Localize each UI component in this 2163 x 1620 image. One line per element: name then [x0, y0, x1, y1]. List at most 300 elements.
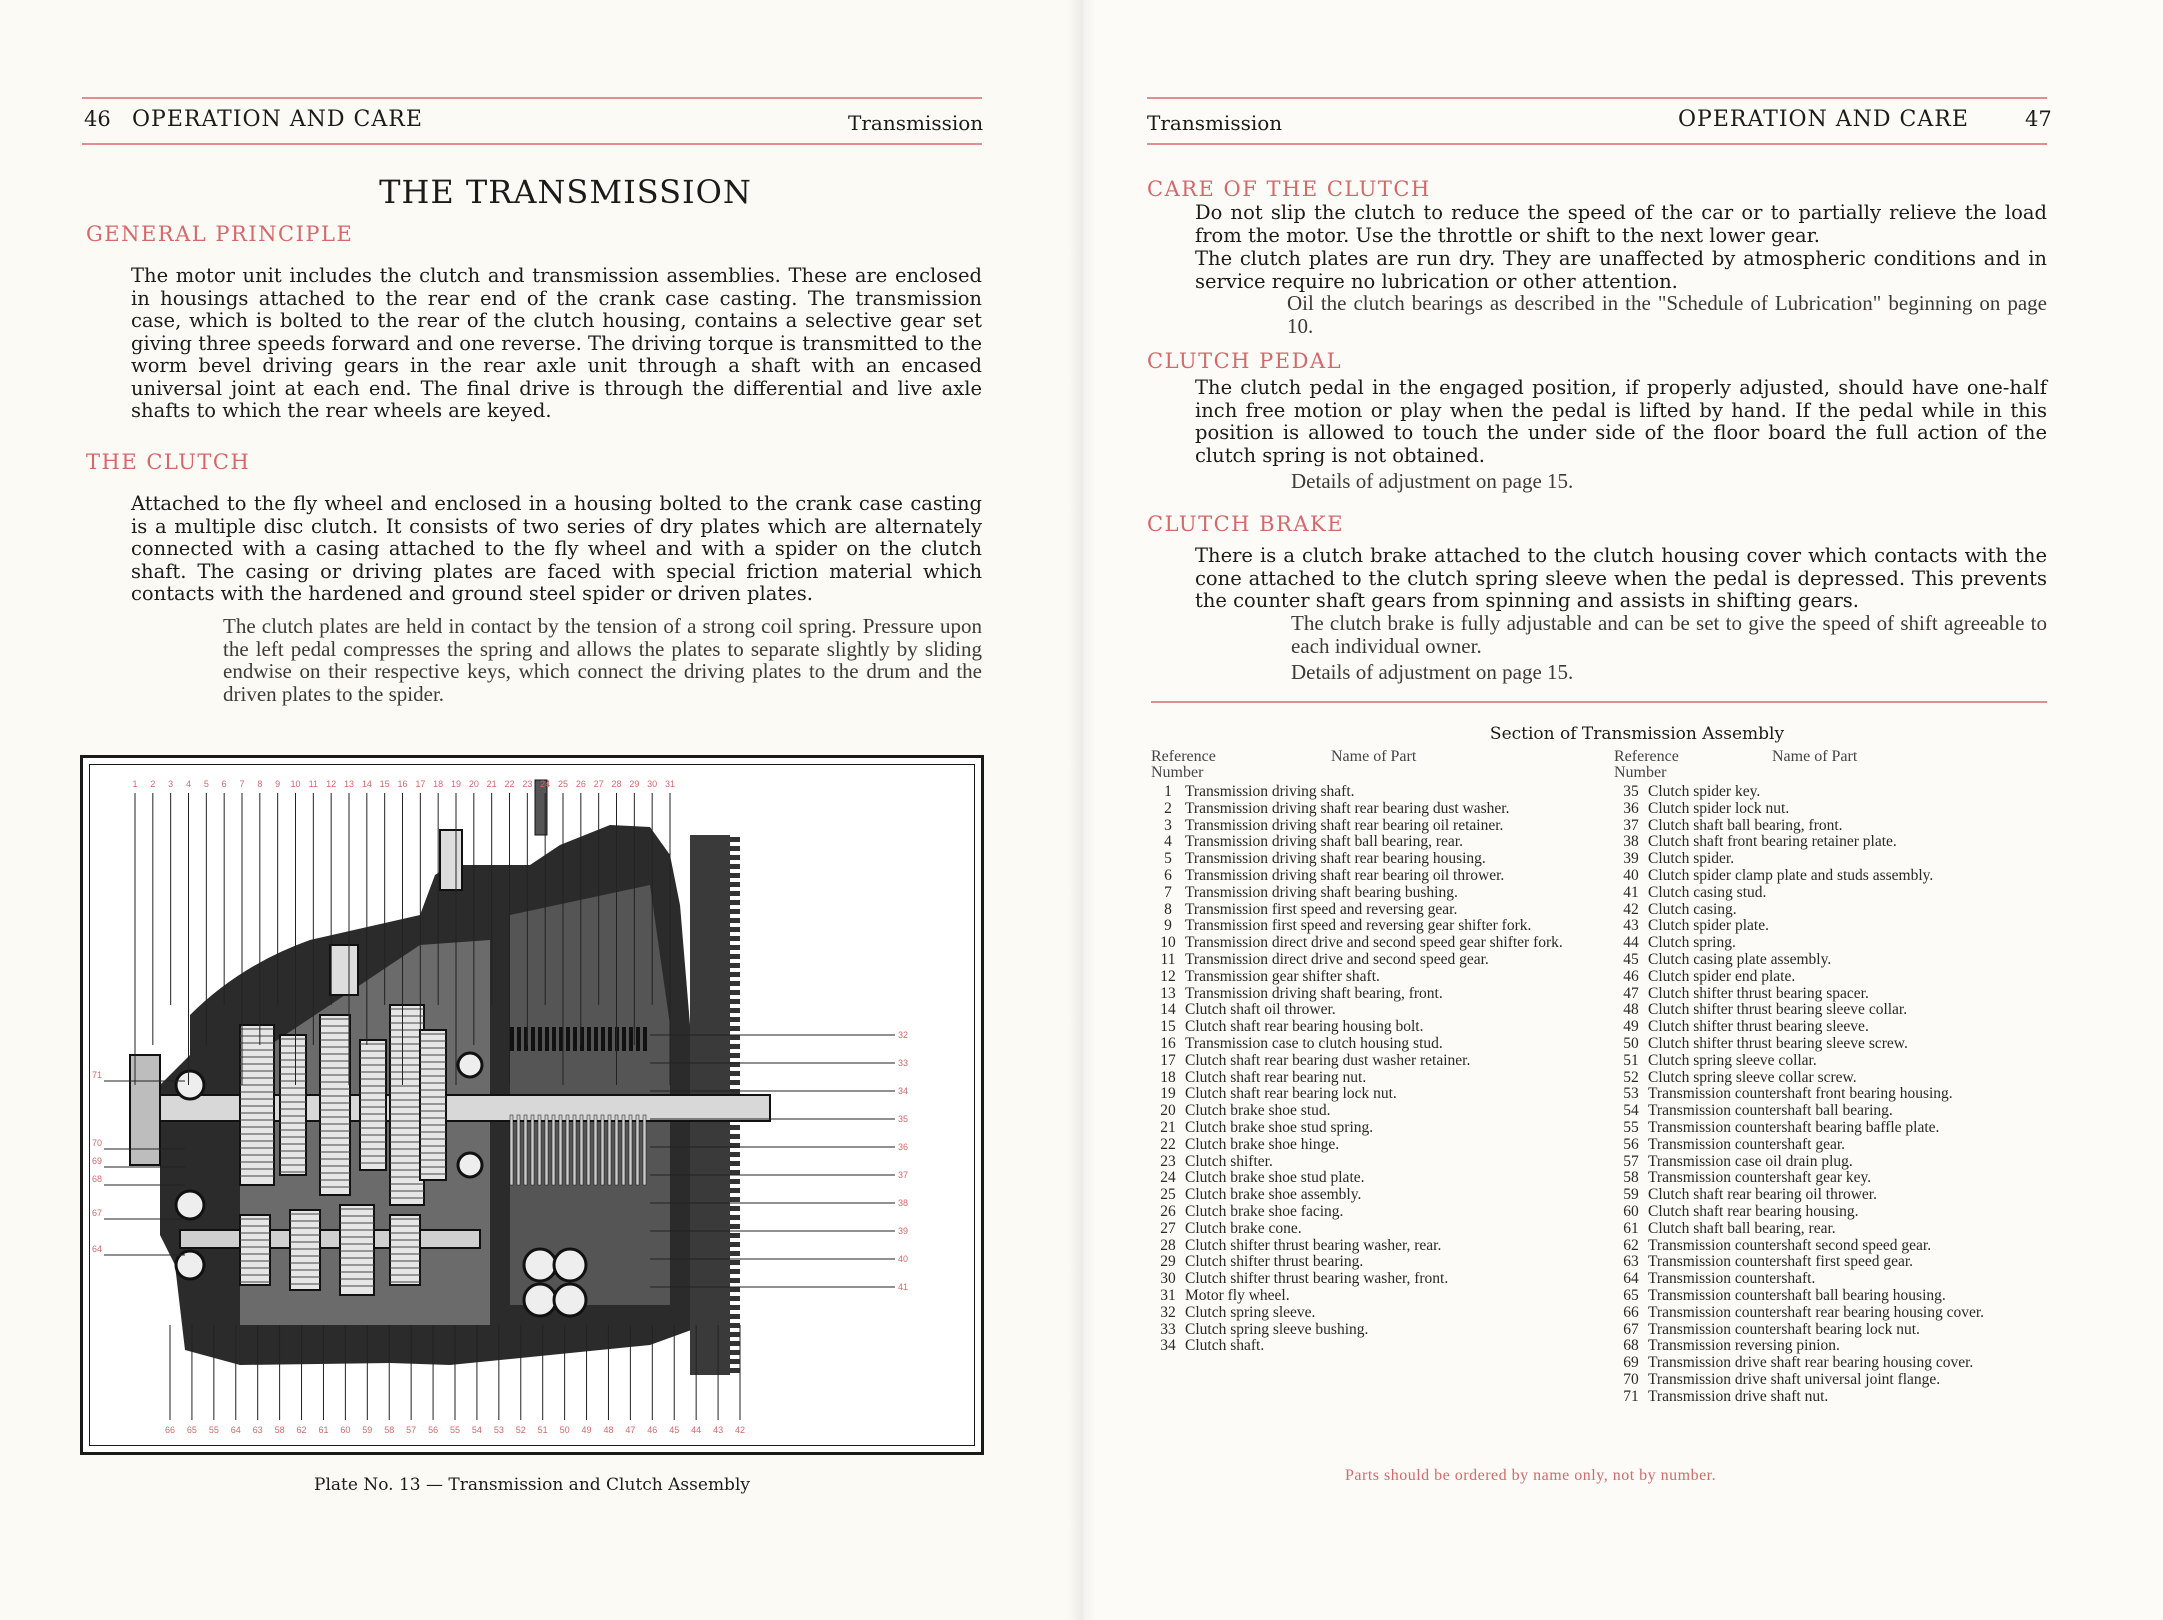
paragraph-the-clutch: Attached to the fly wheel and enclosed in a housing bolted to the crank case casting is a multiple disc clutch. It consists of two series of dry plates which are alternately connected with a casing attached to the fly wheel and with a spider on the clutch shaft. The casing or driving plates are faced with special friction material which contacts with the hardened and ground steel spider or driven plates. [131, 492, 982, 605]
part-name: Clutch shifter thrust bearing washer, front. [1185, 1270, 1449, 1288]
part-reference-number: 29 [1160, 1253, 1176, 1271]
bottom-reference-label: 66 [164, 1425, 176, 1435]
gear [360, 1040, 386, 1170]
section-heading-the-clutch: THE CLUTCH [86, 450, 251, 474]
bottom-reference-label: 42 [734, 1425, 746, 1435]
part-reference-number: 15 [1160, 1018, 1176, 1036]
part-name: Transmission direct drive and second speed gear shifter fork. [1185, 934, 1563, 952]
top-reference-label: 5 [203, 779, 209, 789]
part-name: Clutch shaft. [1185, 1337, 1265, 1355]
parts-column-header-right [1614, 748, 2054, 784]
part-name: Transmission countershaft. [1648, 1270, 1816, 1288]
part-name: Clutch shaft ball bearing, front. [1648, 816, 1843, 834]
part-name: Clutch spider. [1648, 850, 1735, 868]
col-name-label: Name of Part [1331, 748, 1417, 765]
gear-tooth [730, 1161, 740, 1166]
part-name: Clutch brake cone. [1185, 1219, 1302, 1237]
gear-tooth [730, 1044, 740, 1049]
gear-body [340, 1205, 374, 1295]
gear-tooth [730, 1071, 740, 1076]
clutch-plate [545, 1115, 548, 1185]
part-reference-number: 43 [1623, 917, 1639, 935]
part-reference-number: 35 [1623, 783, 1639, 800]
gear [390, 1215, 420, 1285]
part-name: Clutch casing stud. [1648, 883, 1767, 901]
parts-list-right [1614, 784, 2054, 1405]
part-reference-number: 2 [1164, 799, 1172, 817]
right-reference-label: 38 [898, 1198, 909, 1208]
part-reference-number: 17 [1160, 1051, 1176, 1069]
part-name: Transmission countershaft bearing lock nut. [1648, 1320, 1920, 1338]
part-reference-number: 66 [1623, 1303, 1639, 1321]
part-name: Transmission countershaft first speed gear. [1648, 1253, 1914, 1271]
part-entry [1614, 969, 2054, 986]
note-oil-clutch-bearings: Oil the clutch bearings as described in the "Schedule of Lubrication" beginning on page 10. [1287, 291, 2047, 338]
part-entry [1151, 1036, 1666, 1053]
part-entry [1151, 1154, 1666, 1171]
gear-tooth [730, 837, 740, 842]
part-entry [1614, 902, 2054, 919]
clutch-plate [587, 1115, 590, 1185]
gear-body [390, 1005, 424, 1205]
gear-body [420, 1030, 446, 1180]
gear-tooth [730, 873, 740, 878]
part-reference-number: 56 [1623, 1135, 1639, 1153]
part-name: Clutch shaft rear bearing dust washer retainer. [1185, 1051, 1471, 1069]
part-name: Clutch spring sleeve collar screw. [1648, 1068, 1857, 1086]
part-name: Transmission countershaft ball bearing housing. [1648, 1286, 1946, 1304]
clutch-plate [559, 1115, 562, 1185]
part-reference-number: 32 [1160, 1303, 1176, 1321]
part-entry [1614, 1103, 2054, 1120]
diagram-inner-border [89, 764, 975, 1446]
part-reference-number: 4 [1164, 833, 1172, 851]
header-rule-bottom-left [82, 143, 982, 145]
right-reference-label: 37 [898, 1170, 909, 1180]
top-reference-label: 25 [557, 779, 569, 789]
parts-column-left [1151, 748, 1666, 1355]
part-reference-number: 25 [1160, 1186, 1176, 1204]
part-entry [1151, 1204, 1666, 1221]
part-reference-number: 10 [1160, 934, 1176, 952]
part-entry [1151, 818, 1666, 835]
top-reference-label: 31 [664, 779, 676, 789]
part-entry [1614, 1086, 2054, 1103]
part-entry [1614, 1288, 2054, 1305]
note-clutch-brake-adjustable: The clutch brake is fully adjustable and can be set to give the speed of shift agreeable to each individual owner. [1291, 611, 2047, 658]
gear-tooth [730, 846, 740, 851]
gear-tooth [730, 1170, 740, 1175]
bearing-circle [458, 1053, 482, 1077]
part-reference-number: 23 [1160, 1152, 1176, 1170]
gear-tooth [730, 1278, 740, 1283]
gear-tooth [730, 1287, 740, 1292]
part-reference-number: 55 [1623, 1118, 1639, 1136]
part-reference-number: 19 [1160, 1085, 1176, 1103]
part-entry [1614, 1355, 2054, 1372]
part-entry [1151, 1305, 1666, 1322]
part-reference-number: 54 [1623, 1102, 1639, 1120]
part-name: Transmission driving shaft rear bearing oil thrower. [1185, 866, 1505, 884]
part-reference-number: 61 [1623, 1219, 1639, 1237]
part-entry [1614, 986, 2054, 1003]
part-name: Transmission countershaft second speed gear. [1648, 1236, 1932, 1254]
clutch-plate [622, 1027, 626, 1051]
part-reference-number: 50 [1623, 1034, 1639, 1052]
gear-tooth [730, 945, 740, 950]
part-name: Clutch shifter thrust bearing spacer. [1648, 984, 1869, 1002]
part-reference-number: 31 [1160, 1286, 1176, 1304]
gear-tooth [730, 1359, 740, 1364]
running-head-left: OPERATION AND CARE [132, 107, 423, 132]
part-entry [1614, 868, 2054, 885]
right-reference-label: 39 [898, 1226, 909, 1236]
gear-tooth [730, 1053, 740, 1058]
part-name: Clutch shifter. [1185, 1152, 1273, 1170]
part-reference-number: 37 [1623, 816, 1639, 834]
part-entry [1614, 952, 2054, 969]
part-reference-number: 34 [1160, 1337, 1176, 1355]
part-reference-number: 69 [1623, 1354, 1639, 1372]
part-reference-number: 16 [1160, 1034, 1176, 1052]
part-entry [1614, 1389, 2054, 1406]
part-name: Clutch spider key. [1648, 783, 1761, 800]
clutch-plate [636, 1115, 639, 1185]
left-reference-label: 64 [92, 1244, 103, 1254]
part-name: Clutch shaft rear bearing housing. [1648, 1202, 1859, 1220]
part-name: Clutch brake shoe stud spring. [1185, 1118, 1374, 1136]
part-reference-number: 12 [1160, 967, 1176, 985]
top-reference-label: 10 [290, 779, 301, 789]
gear-tooth [730, 927, 740, 932]
bottom-reference-label: 52 [515, 1425, 526, 1435]
part-entry [1614, 818, 2054, 835]
bottom-reference-label: 57 [406, 1425, 417, 1435]
part-entry [1151, 851, 1666, 868]
top-reference-label: 19 [450, 779, 462, 789]
part-entry [1614, 851, 2054, 868]
bottom-reference-label: 58 [384, 1425, 395, 1435]
gear [340, 1205, 374, 1295]
bottom-reference-label: 43 [713, 1425, 724, 1435]
part-reference-number: 6 [1164, 866, 1172, 884]
note-clutch-plates: The clutch plates are held in contact by the tension of a strong coil spring. Pressure upon the left pedal compresses the spring and allows the plates to separate slightly by sliding endwise on their respective keys, which connect the driving plates to the drum and the driven plates to the spider. [223, 614, 982, 706]
part-reference-number: 39 [1623, 850, 1639, 868]
part-entry [1151, 834, 1666, 851]
part-reference-number: 71 [1623, 1387, 1639, 1405]
part-reference-number: 1 [1164, 783, 1172, 800]
top-reference-label: 17 [415, 779, 426, 789]
part-entry [1151, 1271, 1666, 1288]
parts-column-header-left [1151, 748, 1666, 784]
section-divider-rule [1151, 701, 2047, 703]
part-reference-number: 42 [1623, 900, 1639, 918]
part-entry [1614, 1019, 2054, 1036]
gear-tooth [730, 1296, 740, 1301]
right-reference-label: 36 [898, 1142, 909, 1152]
top-reference-label: 13 [343, 779, 355, 789]
part-reference-number: 51 [1623, 1051, 1639, 1069]
right-reference-label: 33 [898, 1058, 909, 1068]
part-name: Clutch brake shoe hinge. [1185, 1135, 1340, 1153]
paragraph-general-principle: The motor unit includes the clutch and transmission assemblies. These are enclosed in housings attached to the rear end of the crank case casting. The transmission case, which is bolted to the rear of the clutch housing, contains a selective gear set giving three speeds forward and one reverse. The driving torque is transmitted to the worm bevel driving gears in the rear axle unit through a shaft with an encased universal joint at each end. The final drive is through the differential and live axle shafts to which the rear wheels are keyed. [131, 264, 982, 422]
header-rule-top-left [82, 97, 982, 99]
part-entry [1151, 868, 1666, 885]
part-name: Clutch shaft ball bearing, rear. [1648, 1219, 1836, 1237]
part-name: Clutch spider end plate. [1648, 967, 1796, 985]
part-entry [1614, 1070, 2054, 1087]
part-name: Transmission countershaft gear key. [1648, 1169, 1872, 1187]
gear-body [320, 1015, 350, 1195]
right-page [1081, 0, 2163, 1620]
part-name: Clutch brake shoe assembly. [1185, 1186, 1362, 1204]
part-name: Clutch shaft rear bearing nut. [1185, 1068, 1367, 1086]
part-name: Clutch shaft rear bearing housing bolt. [1185, 1018, 1424, 1036]
clutch-plate [629, 1027, 633, 1051]
part-reference-number: 11 [1160, 950, 1176, 968]
part-name: Clutch spider clamp plate and studs assembly. [1648, 866, 1934, 884]
part-entry [1151, 1288, 1666, 1305]
top-reference-label: 22 [504, 779, 515, 789]
part-name: Transmission reversing pinion. [1648, 1337, 1840, 1355]
left-reference-label: 67 [92, 1208, 103, 1218]
page-number-right: 47 [2025, 107, 2052, 131]
section-heading-care-of-clutch: CARE OF THE CLUTCH [1147, 177, 1431, 201]
gear-tooth [730, 936, 740, 941]
top-reference-label: 20 [468, 779, 479, 789]
bottom-reference-label: 54 [471, 1425, 482, 1435]
part-reference-number: 67 [1623, 1320, 1639, 1338]
part-entry [1614, 784, 2054, 801]
part-name: Clutch brake shoe facing. [1185, 1202, 1344, 1220]
running-section-left: Transmission [848, 111, 984, 135]
gear-tooth [730, 1368, 740, 1373]
bottom-reference-label: 62 [296, 1425, 307, 1435]
right-reference-label: 35 [898, 1114, 909, 1124]
bottom-reference-label: 65 [186, 1425, 197, 1435]
part-name: Transmission drive shaft universal joint flange. [1648, 1370, 1941, 1388]
part-reference-number: 65 [1623, 1286, 1639, 1304]
running-section-right: Transmission [1147, 111, 1283, 135]
gear-tooth [730, 1035, 740, 1040]
note-pedal-adjustment: Details of adjustment on page 15. [1291, 469, 1574, 493]
gear-tooth [730, 864, 740, 869]
clutch-plate [559, 1027, 563, 1051]
part-reference-number: 59 [1623, 1186, 1639, 1204]
gear [320, 1015, 350, 1195]
gear [420, 1030, 446, 1180]
part-entry [1151, 885, 1666, 902]
part-name: Transmission driving shaft ball bearing, rear. [1185, 833, 1463, 851]
clutch-plate [510, 1027, 514, 1051]
part-entry [1151, 1322, 1666, 1339]
gear-tooth [730, 1017, 740, 1022]
part-name: Transmission first speed and reversing gear. [1185, 900, 1458, 918]
gear-tooth [730, 1305, 740, 1310]
part-entry [1151, 1103, 1666, 1120]
part-entry [1614, 1271, 2054, 1288]
clutch-plate [538, 1115, 541, 1185]
part-name: Clutch casing. [1648, 900, 1737, 918]
bearing-circle [554, 1249, 586, 1281]
top-reference-label: 11 [308, 779, 319, 789]
clutch-plate [545, 1027, 549, 1051]
gear-tooth [730, 1224, 740, 1229]
section-heading-clutch-pedal: CLUTCH PEDAL [1147, 349, 1343, 373]
part-reference-number: 49 [1623, 1018, 1639, 1036]
part-name: Transmission gear shifter shaft. [1185, 967, 1380, 985]
part-name: Transmission case oil drain plug. [1648, 1152, 1853, 1170]
top-reference-label: 1 [132, 779, 138, 789]
part-entry [1614, 1204, 2054, 1221]
bottom-reference-label: 56 [428, 1425, 439, 1435]
part-reference-number: 14 [1160, 1001, 1176, 1019]
part-entry [1151, 1338, 1666, 1355]
clutch-plate [566, 1115, 569, 1185]
part-name: Clutch shaft oil thrower. [1185, 1001, 1336, 1019]
part-name: Transmission driving shaft bearing, front. [1185, 984, 1443, 1002]
clutch-plate [580, 1115, 583, 1185]
part-entry [1614, 918, 2054, 935]
plate-caption: Plate No. 13 — Transmission and Clutch Assembly [314, 1475, 750, 1495]
parts-list-left [1151, 784, 1666, 1355]
top-reference-label: 16 [397, 779, 408, 789]
gear-tooth [730, 1080, 740, 1085]
bottom-reference-label: 47 [625, 1425, 636, 1435]
bearing-circle [458, 1153, 482, 1177]
clutch-plate [643, 1115, 646, 1185]
part-reference-number: 68 [1623, 1337, 1639, 1355]
part-entry [1151, 1238, 1666, 1255]
part-entry [1151, 1053, 1666, 1070]
part-name: Transmission first speed and reversing gear shifter fork. [1185, 917, 1532, 935]
running-head-right: OPERATION AND CARE [1678, 107, 1969, 132]
top-reference-label: 6 [221, 779, 227, 789]
part-name: Transmission case to clutch housing stud. [1185, 1034, 1443, 1052]
bottom-reference-label: 64 [230, 1425, 241, 1435]
gear-tooth [730, 1242, 740, 1247]
part-name: Clutch spider plate. [1648, 917, 1769, 935]
left-reference-label: 69 [92, 1156, 103, 1166]
part-entry [1614, 1322, 2054, 1339]
clutch-plate [531, 1115, 534, 1185]
part-entry [1151, 1137, 1666, 1154]
part-entry [1614, 834, 2054, 851]
part-name: Motor fly wheel. [1185, 1286, 1290, 1304]
part-name: Transmission drive shaft nut. [1648, 1387, 1829, 1405]
gear-tooth [730, 999, 740, 1004]
paragraph-care-of-clutch: Do not slip the clutch to reduce the speed of the car or to partially relieve the load from the motor. Use the throttle or shift to the next lower gear. [1195, 201, 2047, 247]
part-name: Transmission direct drive and second speed gear. [1185, 950, 1489, 968]
parts-column-right [1614, 748, 2054, 1405]
gear-body [240, 1025, 274, 1185]
left-reference-label: 70 [92, 1138, 103, 1148]
gear-tooth [730, 1134, 740, 1139]
part-name: Clutch shifter thrust bearing. [1185, 1253, 1364, 1271]
top-reference-label: 28 [611, 779, 622, 789]
right-reference-label: 34 [898, 1086, 909, 1096]
gear-tooth [730, 855, 740, 860]
gear-tooth [730, 1233, 740, 1238]
clutch-plate [622, 1115, 625, 1185]
part-reference-number: 18 [1160, 1068, 1176, 1086]
part-entry [1151, 801, 1666, 818]
bottom-reference-label: 53 [493, 1425, 504, 1435]
part-reference-number: 48 [1623, 1001, 1639, 1019]
col-reference-label: Reference [1151, 748, 1216, 765]
gear-tooth [730, 1260, 740, 1265]
part-name: Clutch shifter thrust bearing sleeve screw. [1648, 1034, 1908, 1052]
part-entry [1151, 1019, 1666, 1036]
bottom-reference-label: 49 [581, 1425, 592, 1435]
part-name: Clutch casing plate assembly. [1648, 950, 1832, 968]
part-name: Transmission countershaft rear bearing housing cover. [1648, 1303, 1985, 1321]
part-reference-number: 22 [1160, 1135, 1176, 1153]
gear-tooth [730, 1332, 740, 1337]
part-entry [1614, 1338, 2054, 1355]
part-reference-number: 36 [1623, 799, 1639, 817]
part-name: Transmission countershaft gear. [1648, 1135, 1846, 1153]
bottom-reference-label: 51 [537, 1425, 548, 1435]
gear [240, 1025, 274, 1185]
part-entry [1151, 918, 1666, 935]
part-entry [1151, 784, 1666, 801]
part-reference-number: 24 [1160, 1169, 1176, 1187]
bearing-circle [176, 1191, 204, 1219]
part-entry [1614, 801, 2054, 818]
gear-tooth [730, 954, 740, 959]
part-reference-number: 46 [1623, 967, 1639, 985]
col-name-label: Name of Part [1772, 748, 1858, 765]
clutch-plate [587, 1027, 591, 1051]
part-reference-number: 60 [1623, 1202, 1639, 1220]
gear-tooth [730, 1125, 740, 1130]
gear [290, 1210, 320, 1290]
col-number-label: Number [1151, 764, 1204, 781]
top-reference-label: 30 [647, 779, 658, 789]
part-name: Transmission countershaft front bearing housing. [1648, 1085, 1953, 1103]
gear-tooth [730, 1152, 740, 1157]
parts-order-note: Parts should be ordered by name only, not by number. [1345, 1467, 1717, 1484]
transmission-clutch-diagram [90, 765, 980, 1451]
top-reference-label: 7 [239, 779, 245, 789]
gear-tooth [730, 1179, 740, 1184]
part-reference-number: 30 [1160, 1270, 1176, 1288]
part-reference-number: 5 [1164, 850, 1172, 868]
part-entry [1151, 1254, 1666, 1271]
part-entry [1614, 1137, 2054, 1154]
part-reference-number: 7 [1164, 883, 1172, 901]
gear-tooth [730, 1314, 740, 1319]
counter-shaft [180, 1230, 480, 1248]
part-reference-number: 28 [1160, 1236, 1176, 1254]
top-reference-label: 23 [522, 779, 533, 789]
gear [390, 1005, 424, 1205]
section-heading-clutch-brake: CLUTCH BRAKE [1147, 512, 1345, 536]
clutch-plate [573, 1115, 576, 1185]
top-reference-label: 24 [540, 779, 551, 789]
part-reference-number: 62 [1623, 1236, 1639, 1254]
part-reference-number: 21 [1160, 1118, 1176, 1136]
part-reference-number: 3 [1164, 816, 1172, 834]
part-name: Clutch shaft rear bearing oil thrower. [1648, 1186, 1877, 1204]
bearing-circle [554, 1284, 586, 1316]
page-number-left: 46 [84, 107, 111, 131]
clutch-plate [608, 1115, 611, 1185]
part-entry [1151, 902, 1666, 919]
top-reference-label: 4 [185, 779, 192, 789]
part-reference-number: 70 [1623, 1370, 1639, 1388]
